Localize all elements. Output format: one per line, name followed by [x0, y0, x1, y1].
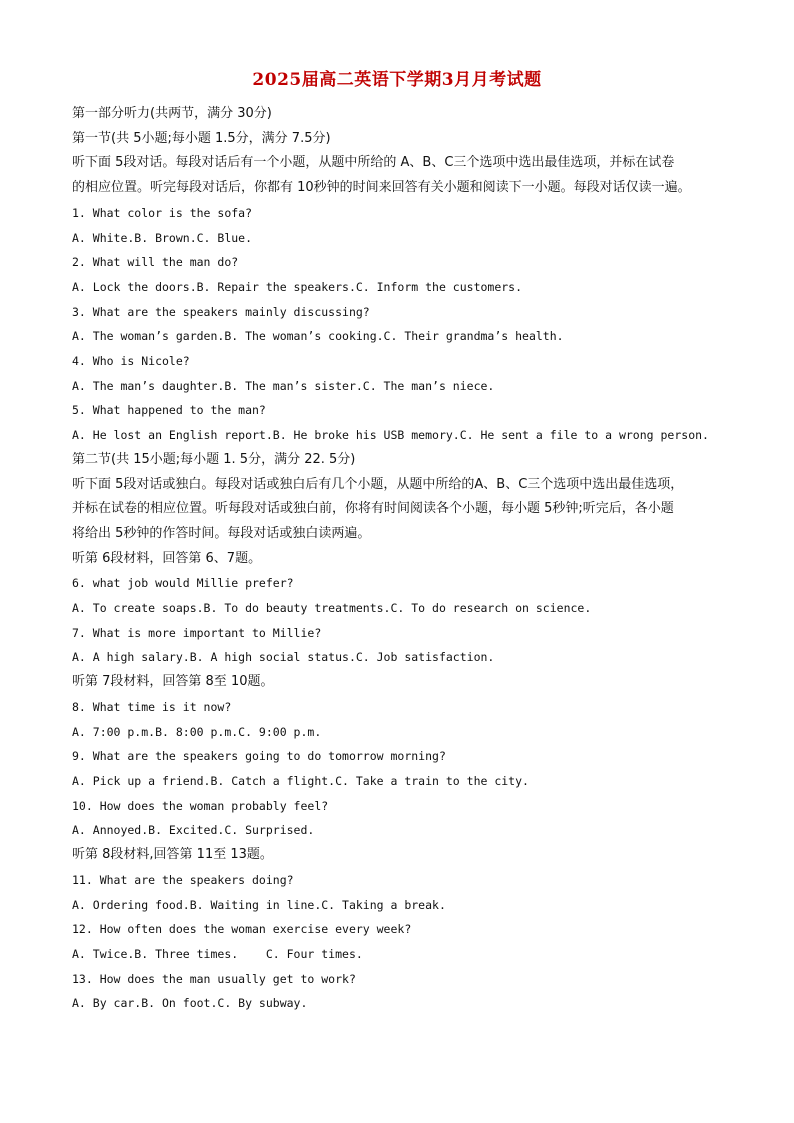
question-11-options: A. Ordering food.B. Waiting in line.C. Taking a break.: [72, 897, 446, 912]
part-one-heading: 第一部分听力(共两节，满分 30分): [72, 106, 272, 121]
question-8-options: A. 7:00 p.m.B. 8:00 p.m.C. 9:00 p.m.: [72, 724, 322, 739]
question-10-options: A. Annoyed.B. Excited.C. Surprised.: [72, 823, 315, 838]
question-5-options: A. He lost an English report.B. He broke his USB memory.C. He sent a file to a wrong person.: [72, 428, 709, 443]
question-10: 10. How does the woman probably feel?: [72, 798, 329, 813]
question-13: 13. How does the man usually get to work?: [72, 971, 356, 986]
question-2: 2. What will the man do?: [72, 255, 239, 270]
question-13-options: A. By car.B. On foot.C. By subway.: [72, 996, 308, 1011]
question-4: 4. Who is Nicole?: [72, 354, 190, 369]
material-6-heading: 听第 6段材料，回答第 6、7题。: [72, 550, 262, 566]
question-9-options: A. Pick up a friend.B. Catch a flight.C. Take a train to the city.: [72, 773, 529, 788]
question-8: 8. What time is it now?: [72, 699, 232, 714]
section-one-instructions-line-1: 听下面 5段对话。每段对话后有一个小题，从题中所给的 A、B、C三个选项中选出最佳选项，并标在试卷: [72, 155, 675, 171]
section-one-instructions-line-2: 的相应位置。听完每段对话后，你都有 10秒钟的时间来回答有关小题和阅读下一小题。每段对话仅读一遍。: [72, 180, 691, 196]
section-two-instructions-line-2: 并标在试卷的相应位置。听每段对话或独白前，你将有时间阅读各个小题，每小题 5秒钟;听完后，各小题: [72, 501, 674, 517]
question-7-options: A. A high salary.B. A high social status.C. Job satisfaction.: [72, 650, 495, 665]
section-two-instructions-line-3: 将给出 5秒钟的作答时间。每段对话或独白读两遍。: [72, 525, 371, 541]
question-6-options: A. To create soaps.B. To do beauty treatments.C. To do research on science.: [72, 601, 592, 616]
question-3-options: A. The woman’s garden.B. The woman’s cooking.C. Their grandma’s health.: [72, 329, 564, 344]
question-7: 7. What is more important to Millie?: [72, 625, 322, 640]
question-12: 12. How often does the woman exercise every week?: [72, 922, 412, 937]
question-5: 5. What happened to the man?: [72, 403, 266, 418]
material-7-heading: 听第 7段材料，回答第 8至 10题。: [72, 674, 274, 690]
exam-content: [72, 102, 732, 1016]
question-11: 11. What are the speakers doing?: [72, 872, 294, 887]
question-6: 6. what job would Millie prefer?: [72, 576, 294, 591]
section-one-heading: 第一节(共 5小题;每小题 1.5分，满分 7.5分): [72, 130, 331, 146]
question-2-options: A. Lock the doors.B. Repair the speakers.C. Inform the customers.: [72, 279, 523, 294]
question-3: 3. What are the speakers mainly discussing?: [72, 304, 370, 319]
section-two-heading: 第二节(共 15小题;每小题 1. 5分，满分 22. 5分): [72, 451, 356, 467]
question-1: 1. What color is the sofa?: [72, 205, 253, 220]
question-4-options: A. The man’s daughter.B. The man’s sister.C. The man’s niece.: [72, 378, 495, 393]
question-1-options: A. White.B. Brown.C. Blue.: [72, 230, 253, 245]
question-12-options: A. Twice.B. Three times. C. Four times.: [72, 946, 363, 961]
page-title: 2025届高二英语下学期3月月考试题: [252, 70, 542, 90]
question-9: 9. What are the speakers going to do tomorrow morning?: [72, 749, 446, 764]
material-8-heading: 听第 8段材料,回答第 11至 13题。: [72, 847, 273, 863]
section-two-instructions-line-1: 听下面 5段对话或独白。每段对话或独白后有几个小题，从题中所给的A、B、C三个选项中选出最佳选项，: [72, 476, 684, 492]
